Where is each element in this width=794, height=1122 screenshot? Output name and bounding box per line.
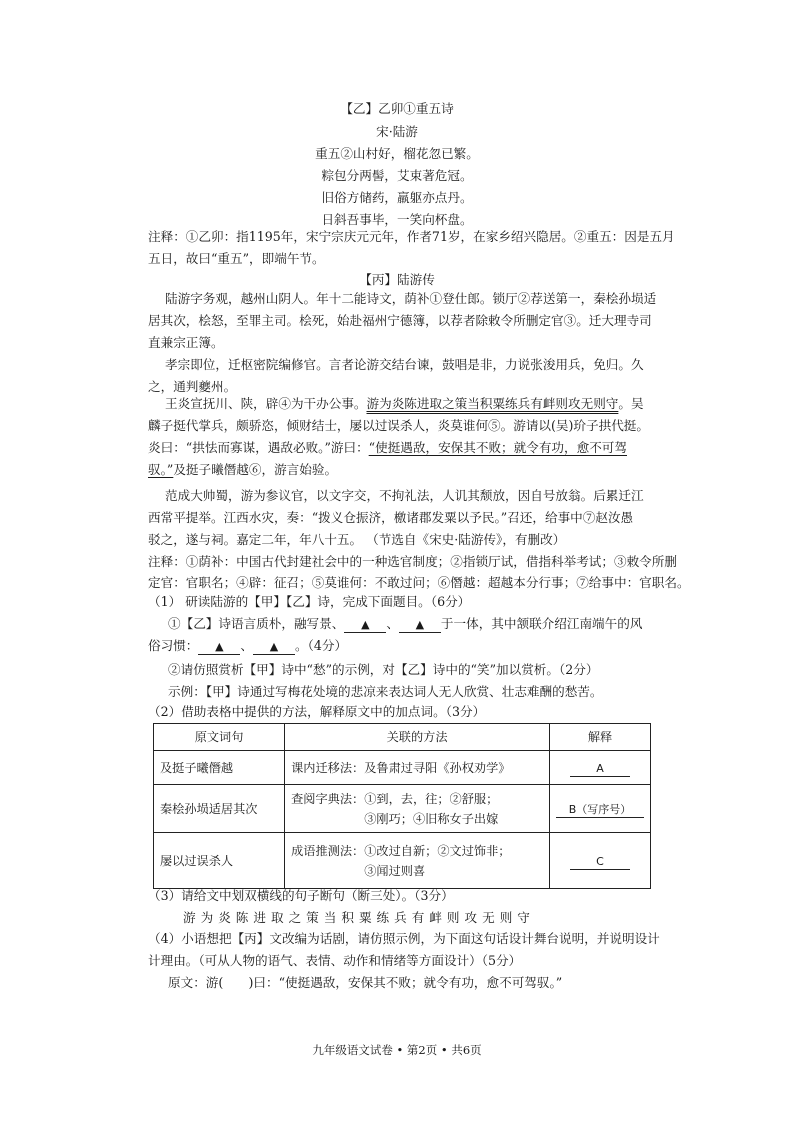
- table-row: [154, 833, 651, 889]
- text-line: 陆游字务观，越州山阴人。年十二能诗文，荫补①登仕郎。锁厅②荐送第一，秦桧孙埙适: [165, 291, 657, 306]
- question-2: （2）借助表格中提供的方法，解释原文中的加点词。（3分）: [148, 704, 486, 719]
- poem-line: 日斜吾事毕，一笑向杯盘。: [321, 212, 473, 227]
- answer-blank[interactable]: ▲: [399, 618, 441, 633]
- original-text: 原文：游( )曰：“使挺遇敌，安保其不败；就令有功，愈不可驾驭。”: [168, 975, 563, 990]
- table-row: [154, 785, 651, 833]
- text-line: 炎曰：“拱怯而寡谋，遇敌必败。”游曰：“使挺遇敌，安保其不败；就令有功，愈不可驾: [148, 440, 627, 455]
- answer-field[interactable]: B（写序号）: [556, 803, 644, 818]
- note-line: 注释：①乙卯：指1195年，宋宁宗庆元元年，作者71岁，在家乡绍兴隐居。②重五：因是五月: [148, 229, 675, 244]
- table-header: 原文词句: [154, 724, 285, 751]
- double-underlined-sentence: 游为炎陈进取之策当积粟练兵有衅则攻无则守: [366, 396, 619, 411]
- question-3: （3）请给文中划双横线的句子断句（断三处）。（3分）: [148, 888, 454, 903]
- table-cell: 屡以过误杀人: [154, 833, 285, 889]
- poem-line: 粽包分两髻，艾束著危冠。: [321, 168, 473, 183]
- answer-blank[interactable]: ▲: [253, 640, 295, 655]
- poem-line: 旧俗方储药，羸躯亦点丹。: [321, 190, 473, 205]
- table-row: [154, 751, 651, 785]
- answer-blank[interactable]: ▲: [198, 640, 240, 655]
- example-text: 示例：【甲】诗通过写梅花处境的悲凉来表达词人无人欣赏、壮志难酬的愁苦。: [168, 684, 603, 699]
- text-line: 王炎宣抚川、陕，辟④为干办公事。游为炎陈进取之策当积粟练兵有衅则攻无则守。吴: [165, 396, 644, 411]
- question-1-sub1-cont: 俗习惯： ▲ 、 ▲ 。（4分）: [148, 638, 348, 653]
- note-line: 定官：官职名；④辟：征召；⑤莫谁何：不敢过问；⑥僭越：超越本分行事；⑦给事中：官职名。: [148, 575, 690, 590]
- question-4: （4）小语想把【丙】文改编为话剧，请仿照示例，为下面这句话设计舞台说明，并说明设计: [148, 931, 660, 946]
- question-4-cont: 计理由。（可从人物的语气、表情、动作和情绪等方面设计）（5分）: [148, 953, 522, 968]
- table-cell: 成语推测法：①改过自新；②文过饰非； ③闻过则喜: [285, 833, 550, 889]
- note-line: 注释：①荫补：中国古代封建社会中的一种选官制度；②指锁厅试，借指科举考试；③敕令所删: [148, 554, 677, 569]
- table-header: 关联的方法: [285, 724, 550, 751]
- section-title: 【丙】陆游传: [359, 272, 435, 287]
- text-line: 驳之，遂与祠。嘉定二年，年八十五。 （节选自《宋史·陆游传》，有删改）: [148, 532, 566, 547]
- underlined-quote: 驭。”: [148, 462, 174, 477]
- table-cell: 及挺子曦僭越: [154, 751, 285, 785]
- poem-author: 宋·陆游: [376, 124, 418, 139]
- answer-field[interactable]: C: [570, 855, 630, 870]
- poem-line: 重五②山村好，榴花忽已繁。: [315, 146, 479, 161]
- page-footer: 九年级语文试卷 • 第2页 • 共6页: [312, 1043, 482, 1057]
- sentence-to-punctuate: 游为炎陈进取之策当积粟练兵有衅则攻无则守: [183, 910, 535, 925]
- text-line: 居其次，桧怒，至罪主司。桧死，始赴福州宁德簿，以荐者除敕令所删定官③。迁大理寺司: [148, 313, 652, 328]
- poem-title: 【乙】乙卯①重五诗: [340, 101, 454, 116]
- question-1-sub1: ①【乙】诗语言质朴，融写景、 ▲ 、 ▲ 于一体，其中颔联介绍江南端午的风: [168, 616, 643, 631]
- answer-field[interactable]: A: [570, 762, 630, 777]
- text-line: 孝宗即位，迁枢密院编修官。言者论游交结台谏，鼓唱是非，力说张浚用兵，免归。久: [165, 357, 644, 372]
- answer-table: [153, 723, 651, 889]
- text-line: 范成大帅蜀，游为参议官，以文字交，不拘礼法，人讥其颓放，因自号放翁。后累迁江: [165, 488, 644, 503]
- text-line: 麟子挺代掌兵，颇骄恣，倾财结士，屡以过误杀人，炎莫谁何⑤。游请以(吴)玠子拱代挺。: [148, 418, 649, 433]
- table-header: 解释: [550, 724, 651, 751]
- table-cell: 秦桧孙埙适居其次: [154, 785, 285, 833]
- table-cell: 课内迁移法：及鲁肃过寻阳《孙权劝学》: [285, 751, 550, 785]
- text-line: 西常平提举。江西水灾，奏：“拨义仓振济，檄诸郡发粟以予民。”召还，给事中⑦赵汝愚: [148, 510, 634, 525]
- note-line: 五日，故曰“重五”，即端午节。: [148, 251, 325, 266]
- text-line: 驭。”及挺子曦僭越⑥，游言始验。: [148, 462, 338, 477]
- text-line: 直兼宗正簿。: [148, 335, 224, 350]
- underlined-quote: “使挺遇敌，安保其不败；就令有功，愈不可驾: [368, 440, 627, 455]
- answer-blank[interactable]: ▲: [344, 618, 386, 633]
- question-1-sub2: ②请仿照赏析【甲】诗中“愁”的示例，对【乙】诗中的“笑”加以赏析。（2分）: [168, 662, 599, 677]
- text-line: 之，通判夔州。: [148, 379, 237, 394]
- question-1: （1） 研读陆游的【甲】【乙】诗，完成下面题目。（6分）: [148, 594, 471, 609]
- table-cell: 查阅字典法：①到，去，往；②舒服； ③刚巧；④旧称女子出嫁: [285, 785, 550, 833]
